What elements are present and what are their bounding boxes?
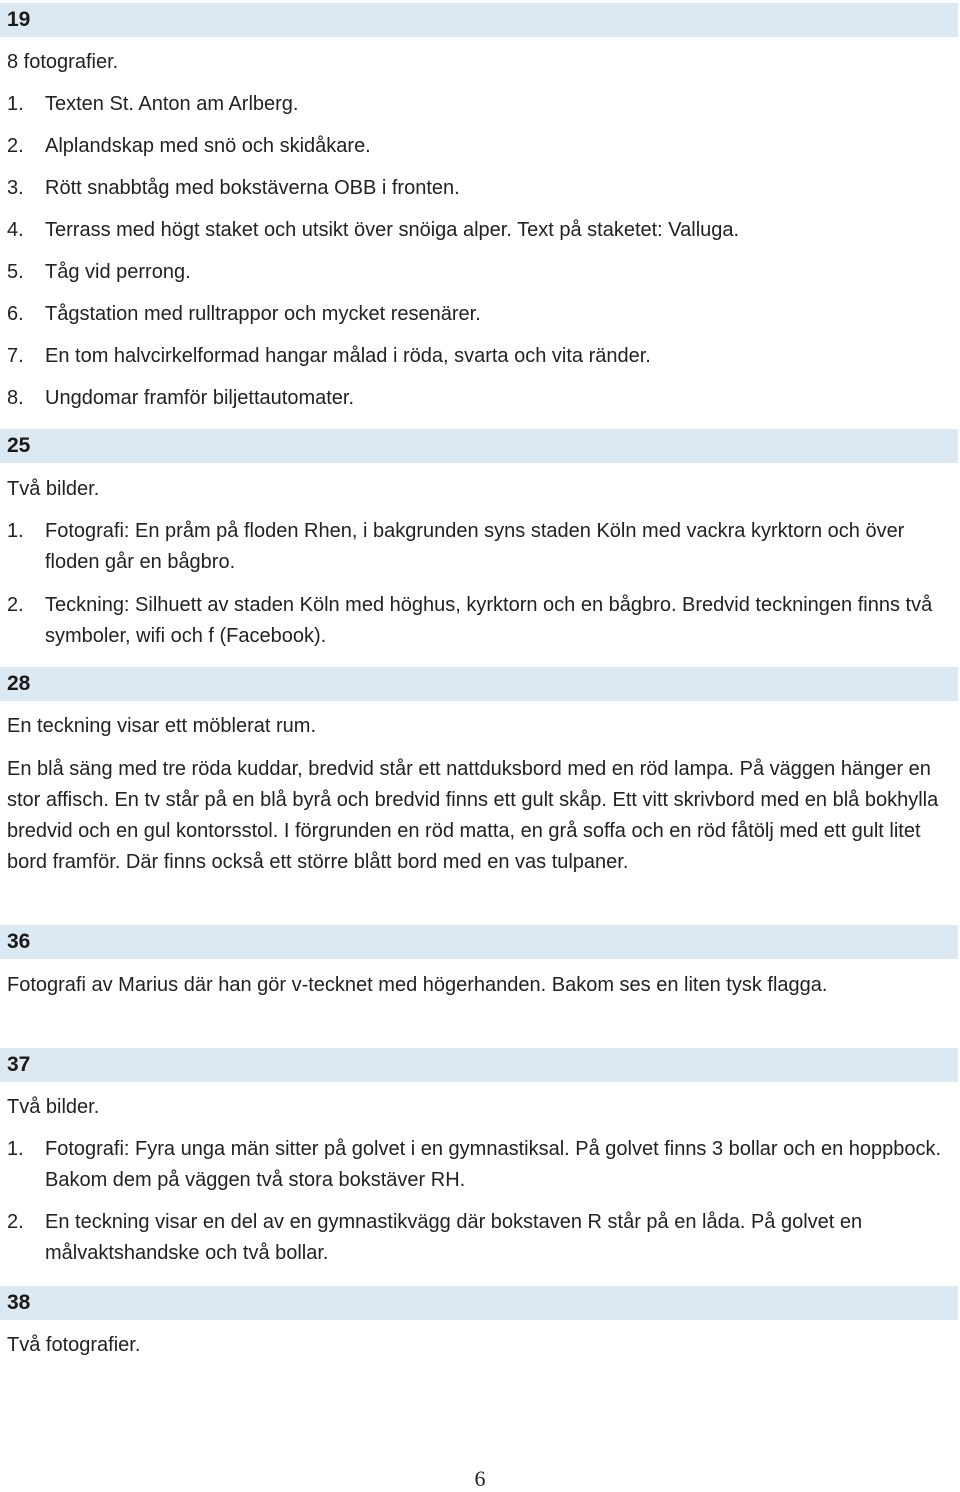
list-number: 2. — [7, 1211, 24, 1233]
section-heading-28: 28 — [0, 667, 958, 701]
list-number: 1. — [7, 93, 24, 115]
section-heading-19: 19 — [0, 3, 958, 37]
list-item: Fotografi: Fyra unga män sitter på golvet i en gymnastiksal. På golvet finns 3 bollar och en hoppbock. Bakom dem på väggen två stora bokstäver RH. — [45, 1138, 942, 1191]
section-intro: Två fotografier. — [7, 1334, 141, 1356]
list-item: Texten St. Anton am Arlberg. — [45, 93, 299, 115]
list-item: Ungdomar framför biljettautomater. — [45, 387, 355, 409]
list-item: Rött snabbtåg med bokstäverna OBB i fronten. — [45, 177, 460, 199]
section-heading-36: 36 — [0, 925, 958, 959]
list-number: 8. — [7, 387, 24, 409]
list-number: 7. — [7, 345, 24, 367]
list-number: 6. — [7, 303, 24, 325]
list-number: 2. — [7, 135, 24, 157]
list-item: Teckning: Silhuett av staden Köln med höghus, kyrktorn och en bågbro. Bredvid teckningen finns två symboler, wifi och f (Facebook). — [45, 594, 933, 647]
list-item: Tåg vid perrong. — [45, 261, 191, 283]
list-item: Tågstation med rulltrappor och mycket resenärer. — [45, 303, 481, 325]
section-intro: En teckning visar ett möblerat rum. — [7, 715, 317, 737]
section-intro: 8 fotografier. — [7, 51, 119, 73]
list-item: En teckning visar en del av en gymnastikvägg där bokstaven R står på en låda. På golvet en målvaktshandske och två bollar. — [45, 1211, 863, 1264]
list-item: Fotografi: En pråm på floden Rhen, i bakgrunden syns staden Köln med vackra kyrktorn och över floden går en bågbro. — [45, 520, 905, 573]
section-heading-37: 37 — [0, 1048, 958, 1082]
page-number: 6 — [474, 1466, 486, 1491]
section-heading-38: 38 — [0, 1286, 958, 1320]
section-paragraph: En blå säng med tre röda kuddar, bredvid står ett nattduksbord med en röd lampa. På väggen hänger en stor affisch. En tv står på en blå byrå och bredvid finns ett gult skåp. Ett vitt skrivbord med en blå bokhylla bredvid och en gul kontorsstol. I förgrunden en röd matta, en grå soffa och en röd fåtölj med ett gult litet bord framför. Där finns också ett större blått bord med en vas tulpaner. — [7, 758, 939, 873]
list-number: 3. — [7, 177, 24, 199]
section-paragraph: Fotografi av Marius där han gör v-tecknet med högerhanden. Bakom ses en liten tysk flagga. — [7, 974, 828, 996]
list-number: 2. — [7, 594, 24, 616]
list-item: Terrass med högt staket och utsikt över snöiga alper. Text på staketet: Valluga. — [45, 219, 740, 241]
section-heading-25: 25 — [0, 429, 958, 463]
list-number: 5. — [7, 261, 24, 283]
list-item: En tom halvcirkelformad hangar målad i röda, svarta och vita ränder. — [45, 345, 651, 367]
list-item: Alplandskap med snö och skidåkare. — [45, 135, 371, 157]
section-intro: Två bilder. — [7, 1096, 100, 1118]
section-intro: Två bilder. — [7, 478, 100, 500]
list-number: 1. — [7, 520, 24, 542]
list-number: 4. — [7, 219, 24, 241]
list-number: 1. — [7, 1138, 24, 1160]
